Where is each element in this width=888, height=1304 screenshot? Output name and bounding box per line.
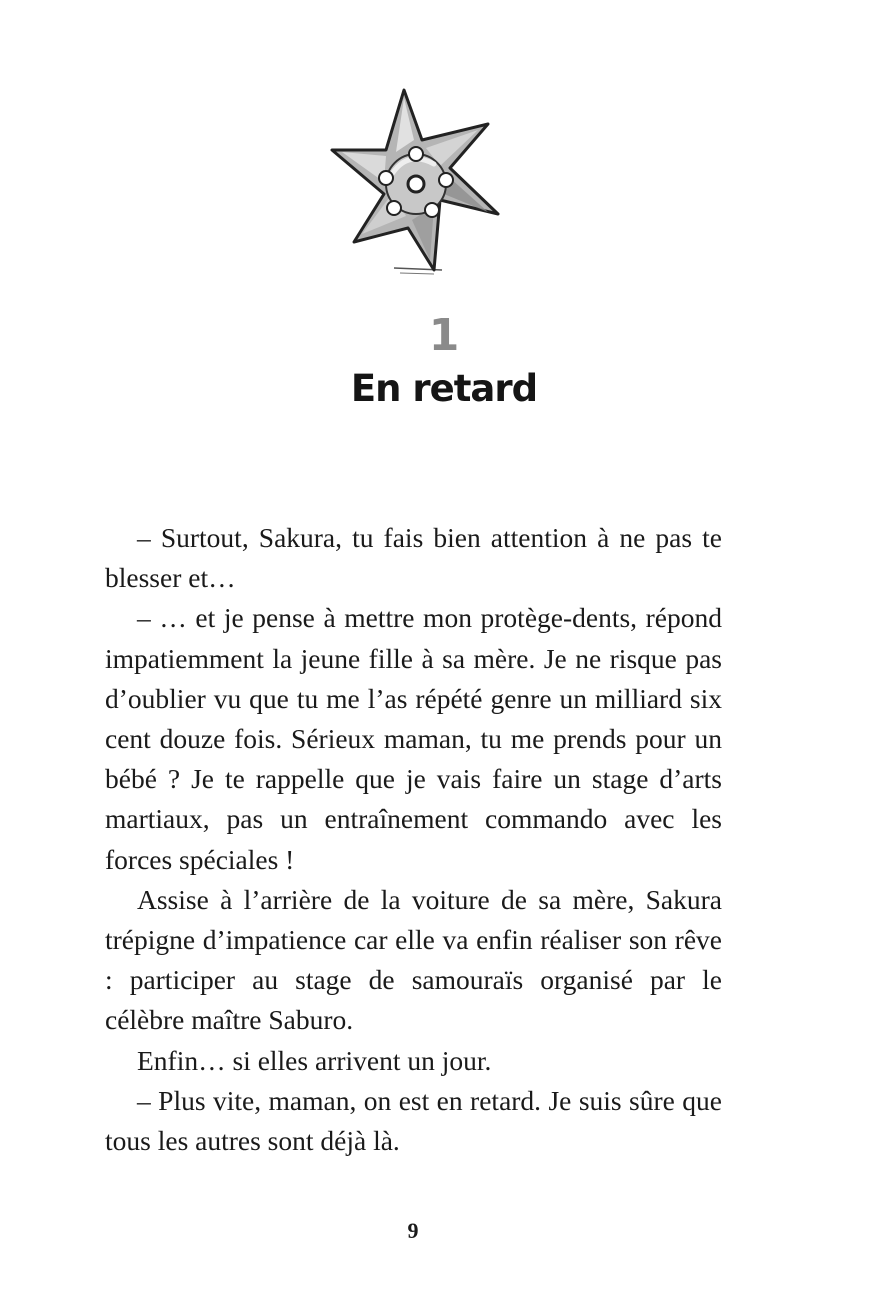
shuriken-icon xyxy=(322,82,506,282)
paragraph: – Plus vite, maman, on est en retard. Je suis sûre que tous les autres sont déjà là. xyxy=(105,1084,722,1157)
page-number: 9 xyxy=(407,1218,419,1243)
chapter-text xyxy=(105,518,722,1161)
paragraph: Assise à l’arrière de la voiture de sa mère, Sakura trépigne d’impatience car elle va enfin réaliser son rêve : participer au stage de samouraïs organisé par le célèbre maître Saburo. xyxy=(105,883,722,1036)
paragraph: – … et je pense à mettre mon protège-dents, répond impatiemment la jeune fille à sa mère. Je ne risque pas d’oublier vu que tu me l’as répété genre un milliard six cent douze fois. Sérieux maman, tu me prends pour un bébé ? Je te rappelle que je vais faire un stage d’arts martiaux, pas un entraînement commando avec les forces spéciales ! xyxy=(105,602,722,875)
chapter-number: 1 xyxy=(428,310,460,361)
paragraph: Enfin… si elles arrivent un jour. xyxy=(137,1044,492,1076)
paragraph: – Surtout, Sakura, tu fais bien attention à ne pas te blesser et… xyxy=(105,522,722,594)
chapter-title: En retard xyxy=(350,367,538,410)
